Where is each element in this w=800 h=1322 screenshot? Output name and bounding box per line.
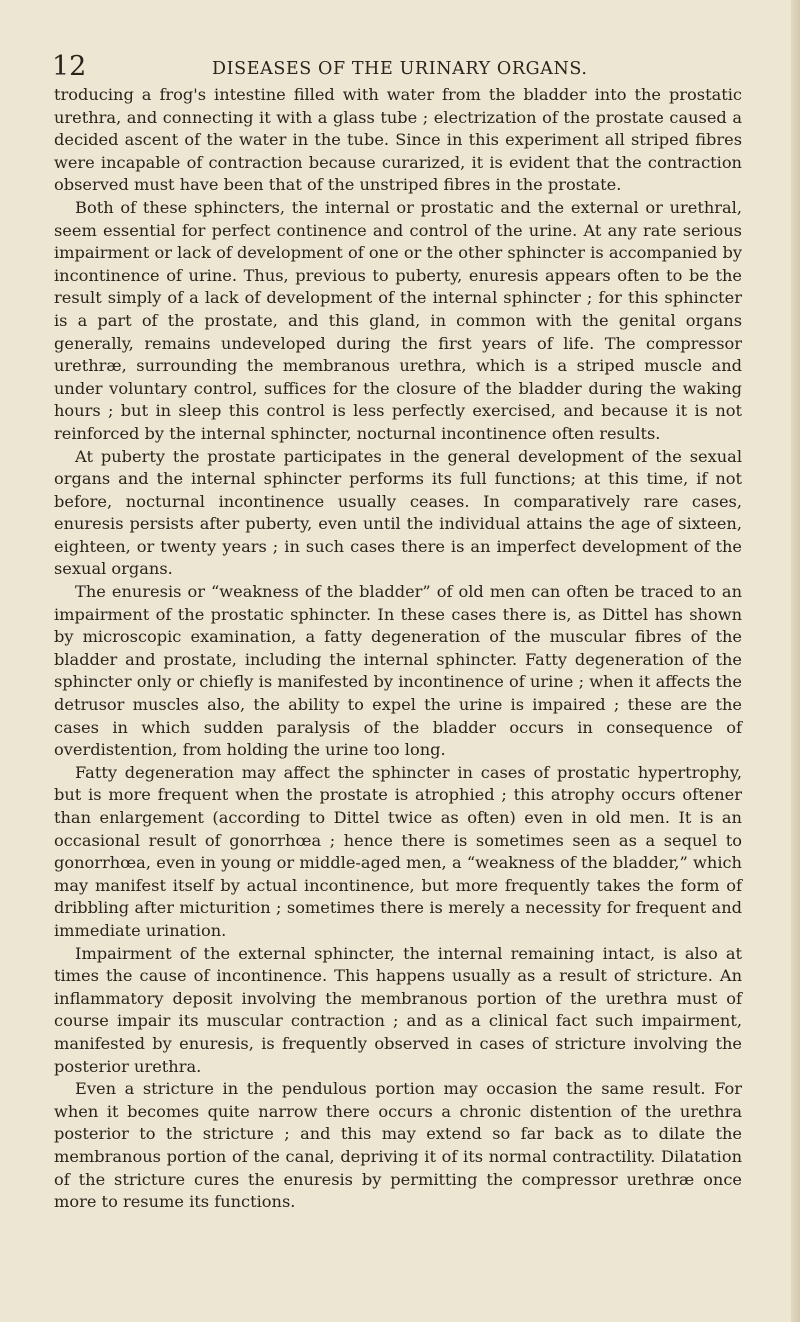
paragraph: troducing a frog's intestine filled with water from the bladder into the prostatic urethra, and connecting it with a glass tube ; electrization of the prostate caused a decided ascent of the water in the tube. Since in this experiment all striped fibres were incapable of contraction because curarized, it is evident that the contraction observed must have been that of the unstriped fibres in the prostate. <box>54 85 742 195</box>
page-header <box>52 50 742 84</box>
paragraph: Fatty degeneration may affect the sphincter in cases of prostatic hypertrophy, but is more frequent when the prostate is atrophied ; this atrophy occurs oftener than enlargement (according to Dittel twice as often) even in old men. It is an occasional result of gonorrhœa ; hence there is sometimes seen as a sequel to gonorrhœa, even in young or middle-aged men, a “weakness of the bladder,” which may manifest itself by actual incontinence, but more frequently takes the form of dribbling after micturition ; sometimes there is merely a necessity for frequent and immediate urination. <box>54 762 742 940</box>
paragraph: Impairment of the external sphincter, the internal remaining intact, is also at times the cause of incontinence. This happens usually as a result of stricture. An inflammatory deposit involving the membranous portion of the urethra must of course impair its muscular contraction ; and as a clinical fact such impairment, manifested by enuresis, is frequently observed in cases of stricture involving the posterior urethra. <box>54 943 742 1076</box>
page-edge <box>791 0 800 1322</box>
paragraph: The enuresis or “weakness of the bladder” of old men can often be traced to an impairment of the prostatic sphincter. In these cases there is, as Dittel has shown by microscopic examination, a fatty degeneration of the muscular fibres of the bladder and prostate, including the internal sphincter. Fatty degeneration of the sphincter only or chiefly is manifested by incontinence of urine ; when it affects the detrusor muscles also, the ability to expel the urine is impaired ; these are the cases in which sudden paralysis of the bladder occurs in consequence of overdistention, from holding the urine too long. <box>54 582 742 760</box>
paragraph: At puberty the prostate participates in the general development of the sexual organs and the internal sphincter performs its full functions; at this time, if not before, nocturnal incontinence usually ceases. In comparatively rare cases, enuresis persists after puberty, even until the individual attains the age of sixteen, eighteen, or twenty years ; in such cases there is an imperfect development of the sexual organs. <box>54 446 742 579</box>
paragraph: Even a stricture in the pendulous portion may occasion the same result. For when it becomes quite narrow there occurs a chronic distention of the urethra posterior to the stricture ; and this may extend so far back as to dilate the membranous portion of the canal, depriving it of its normal contractility. Dilatation of the stricture cures the enuresis by permitting the compressor urethræ once more to resume its functions. <box>54 1079 742 1212</box>
body-text <box>54 84 742 1214</box>
running-title: DISEASES OF THE URINARY ORGANS. <box>212 59 588 79</box>
page-number: 12 <box>52 51 87 82</box>
paragraph: Both of these sphincters, the internal or prostatic and the external or urethral, seem essential for perfect continence and control of the urine. At any rate serious impairment or lack of development of one or the other sphincter is accompanied by incontinence of urine. Thus, previous to puberty, enuresis appears often to be the result simply of a lack of development of the internal sphincter ; for this sphincter is a part of the prostate, and this gland, in common with the genital organs generally, remains undeveloped during the first years of life. The compressor urethræ, surrounding the membranous urethra, which is a striped muscle and under voluntary control, suffices for the closure of the bladder during the waking hours ; but in sleep this control is less perfectly exercised, and because it is not reinforced by the internal sphincter, nocturnal incontinence often results. <box>54 197 742 443</box>
